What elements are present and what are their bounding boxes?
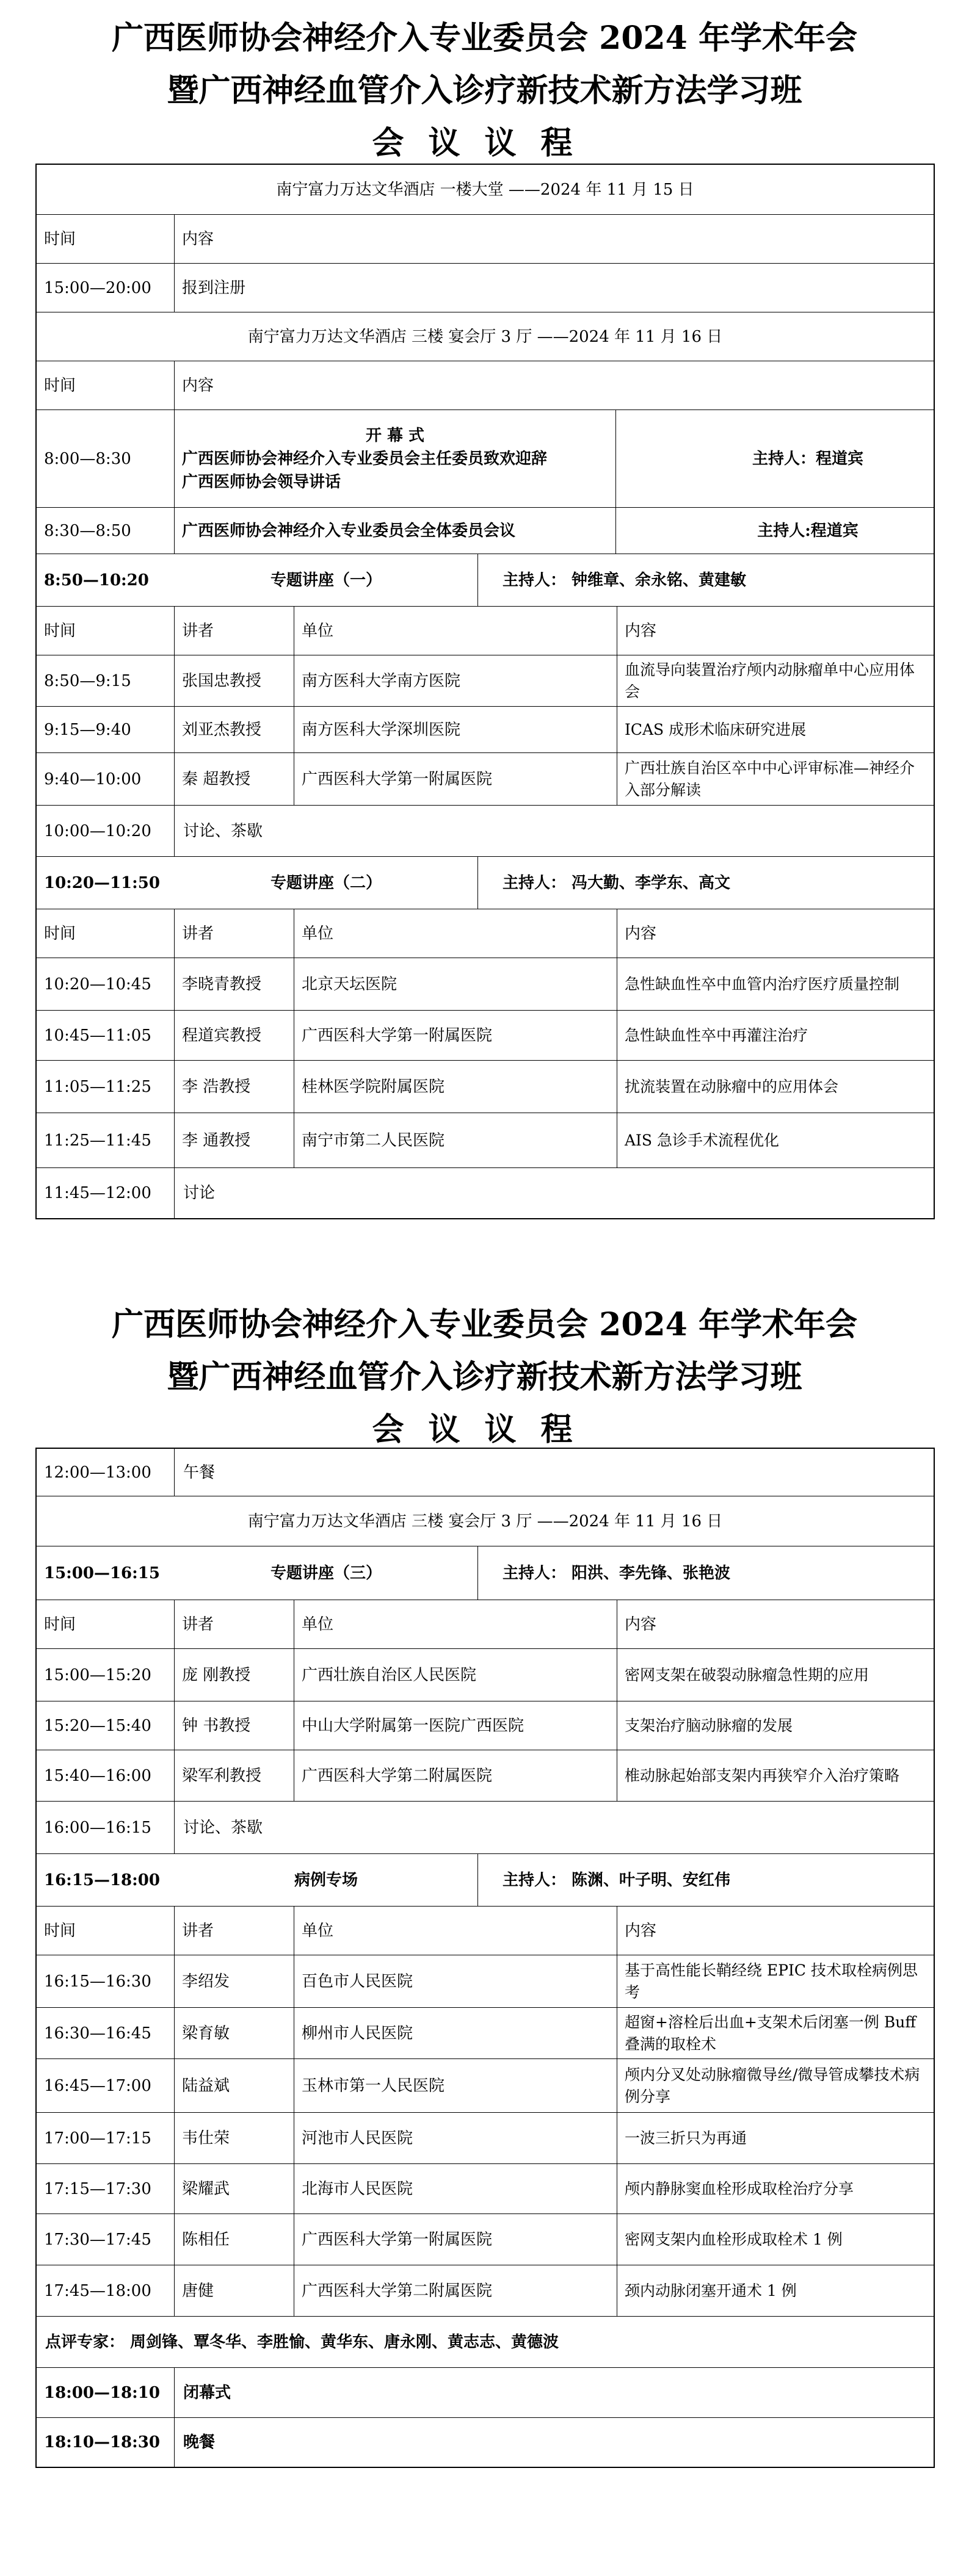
talk-unit: 广西医科大学第二附属医院 [294,1750,617,1801]
col-time: 时间 [37,215,175,263]
talk-row [37,2059,934,2113]
talk-topic: 急性缺血性卒中血管内治疗医疗质量控制 [625,975,900,993]
schedule-row [37,264,934,312]
opening-line-2: 广西医师协会领导讲话 [182,472,341,491]
title-line-3: 会议议程 [372,124,597,162]
dinner-text: 晚餐 [183,2433,216,2452]
talk-speaker: 刘亚杰教授 [175,707,294,752]
talk-topic: 广西壮族自治区卒中中心评审标准—神经介入部分解读 [625,759,915,799]
content-cell: 报到注册 [182,278,246,297]
talk-time: 17:00—17:15 [37,2113,175,2163]
session-title: 专题讲座（三） [175,1546,478,1600]
time-cell: 8:00—8:30 [37,410,175,507]
talk-speaker: 梁军利教授 [175,1750,294,1801]
talk-time: 9:40—10:00 [37,753,175,805]
talk-unit: 广西医科大学第一附属医院 [294,1011,617,1060]
session-title: 专题讲座（一） [175,554,478,606]
talk-time: 11:05—11:25 [37,1061,175,1113]
talk-unit: 南方医科大学深圳医院 [294,707,617,752]
talk-speaker: 陆益斌 [175,2059,294,2112]
venue-day2: 南宁富力万达文华酒店 三楼 宴会厅 3 厅 ——2024 年 11 月 16 日 [247,1512,723,1531]
talk-speaker: 庞 刚教授 [175,1649,294,1701]
talk-row [37,1113,934,1168]
talk-time: 17:15—17:30 [37,2164,175,2213]
talk-speaker: 张国忠教授 [175,655,294,706]
talk-unit: 广西壮族自治区人民医院 [294,1649,617,1701]
break-row [37,806,934,857]
talk-time: 10:20—10:45 [37,958,175,1010]
talk-speaker: 唐健 [175,2265,294,2316]
talk-speaker: 程道宾教授 [175,1011,294,1060]
talk-time: 16:45—17:00 [37,2059,175,2112]
talk-topic: 扰流装置在动脉瘤中的应用体会 [625,1077,839,1095]
talk-header-row [37,1907,934,1955]
session-time: 15:00—16:15 [44,1564,160,1582]
talk-time: 8:50—9:15 [37,655,175,706]
dinner-time: 18:10—18:30 [37,2418,175,2467]
talk-unit: 北京天坛医院 [294,958,617,1010]
col-time: 时间 [37,1907,175,1955]
col-time: 时间 [37,1600,175,1648]
schedule-table-2 [35,1448,935,2468]
talk-row [37,2214,934,2265]
talk-time: 15:40—16:00 [37,1750,175,1801]
disc-time: 11:45—12:00 [37,1168,175,1218]
session-time: 8:50—10:20 [44,571,149,590]
talk-time: 16:15—16:30 [37,1955,175,2007]
expert-panel: 点评专家： 周剑锋、覃冬华、李胜愉、黄华东、唐永刚、黄志志、黄德波 [45,2332,559,2351]
venue-row-day1 [37,165,934,215]
session-host: 主持人： 钟维章、余永铭、黄建敏 [503,571,747,590]
talk-unit: 柳州市人民医院 [294,2008,617,2058]
talk-time: 17:30—17:45 [37,2214,175,2265]
talk-row [37,1061,934,1113]
meeting-row [37,508,934,554]
talk-row [37,2008,934,2059]
talk-unit: 百色市人民医院 [294,1955,617,2007]
break-text: 讨论、茶歇 [183,1818,263,1837]
talk-row [37,1701,934,1750]
col-content: 内容 [625,1921,657,1940]
session-time: 10:20—11:50 [44,873,160,892]
talk-time: 11:25—11:45 [37,1113,175,1167]
venue-day1: 南宁富力万达文华酒店 一楼大堂 ——2024 年 11 月 15 日 [276,180,694,199]
time-cell: 8:30—8:50 [37,508,175,554]
talk-unit: 广西医科大学第二附属医院 [294,2265,617,2316]
talk-unit: 北海市人民医院 [294,2164,617,2213]
talk-header-row [37,1600,934,1649]
title-line-1: 广西医师协会神经介入专业委员会 2024 年学术年会 [112,1306,857,1343]
experts-row [37,2317,934,2368]
venue-row-day2 [37,1496,934,1546]
col-speaker: 讲者 [175,1907,294,1955]
title-line-2: 暨广西神经血管介入诊疗新技术新方法学习班 [167,1358,802,1396]
closing-time: 18:00—18:10 [37,2368,175,2417]
talk-unit: 广西医科大学第一附属医院 [294,753,617,805]
session-header-row [37,1546,934,1600]
talk-topic: 急性缺血性卒中再灌注治疗 [625,1026,808,1044]
talk-row [37,2265,934,2317]
venue-row-day2 [37,312,934,361]
col-content: 内容 [625,1615,657,1634]
col-unit: 单位 [294,1907,617,1955]
col-content: 内容 [625,621,657,640]
talk-topic: 血流导向装置治疗颅内动脉瘤单中心应用体会 [625,660,915,701]
session-header-row [37,1854,934,1907]
talk-topic: 椎动脉起始部支架内再狭窄介入治疗策略 [625,1766,900,1784]
session-header-row [37,554,934,607]
talk-time: 15:20—15:40 [37,1701,175,1750]
dinner-row [37,2418,934,2467]
talk-header-row [37,607,934,655]
col-content: 内容 [182,376,214,395]
opening-content [175,410,616,507]
talk-speaker: 李晓青教授 [175,958,294,1010]
disc-text: 讨论 [183,1184,216,1202]
time-cell: 15:00—20:00 [37,264,175,312]
col-unit: 单位 [294,909,617,958]
talk-time: 9:15—9:40 [37,707,175,752]
break-text: 讨论、茶歇 [183,821,263,840]
session-host: 主持人： 陈渊、叶子明、安红伟 [503,1871,731,1889]
talk-speaker: 钟 书教授 [175,1701,294,1750]
talk-time: 17:45—18:00 [37,2265,175,2316]
col-time: 时间 [37,361,175,409]
col-time: 时间 [37,607,175,655]
talk-time: 16:30—16:45 [37,2008,175,2058]
document-title [0,12,969,170]
talk-unit: 南宁市第二人民医院 [294,1113,617,1167]
session-title: 专题讲座（二） [175,857,478,909]
talk-topic: 颅内静脉窦血栓形成取栓治疗分享 [625,2179,854,2198]
page-1 [0,12,969,170]
talk-speaker: 陈相任 [175,2214,294,2265]
talk-row [37,2113,934,2164]
session-title: 病例专场 [175,1854,478,1906]
schedule-table-1 [35,164,935,1219]
talk-topic: AIS 急诊手术流程优化 [625,1131,780,1149]
talk-row [37,753,934,806]
talk-topic: 颅内分叉处动脉瘤微导丝/微导管成攀技术病例分享 [625,2065,920,2105]
page-2 [0,1299,969,1456]
col-speaker: 讲者 [175,607,294,655]
break-row [37,1802,934,1854]
talk-topic: 超窗+溶栓后出血+支架术后闭塞一例 Buff 叠满的取栓术 [625,2013,916,2053]
talk-speaker: 李绍发 [175,1955,294,2007]
document-title [0,1299,969,1456]
talk-header-row [37,909,934,958]
opening-line-1: 广西医师协会神经介入专业委员会主任委员致欢迎辞 [182,449,548,468]
talk-time: 15:00—15:20 [37,1649,175,1701]
talk-unit: 中山大学附属第一医院广西医院 [294,1701,617,1750]
lunch-time: 12:00—13:00 [37,1449,175,1496]
talk-unit: 河池市人民医院 [294,2113,617,2163]
talk-row [37,2164,934,2214]
meeting-text: 广西医师协会神经介入专业委员会全体委员会议 [175,508,616,554]
talk-row [37,655,934,707]
talk-speaker: 梁耀武 [175,2164,294,2213]
talk-topic: 密网支架在破裂动脉瘤急性期的应用 [625,1665,869,1684]
talk-speaker: 梁育敏 [175,2008,294,2058]
talk-speaker: 韦仕荣 [175,2113,294,2163]
col-content: 内容 [625,924,657,943]
talk-unit: 广西医科大学第一附属医院 [294,2214,617,2265]
talk-speaker: 李 浩教授 [175,1061,294,1113]
talk-unit: 玉林市第一人民医院 [294,2059,617,2112]
talk-topic: ICAS 成形术临床研究进展 [625,720,807,738]
session-time: 16:15—18:00 [44,1871,160,1889]
title-line-2: 暨广西神经血管介入诊疗新技术新方法学习班 [167,72,802,109]
opening-title: 开 幕 式 [365,426,425,445]
talk-row [37,1011,934,1061]
talk-unit: 南方医科大学南方医院 [294,655,617,706]
header-row [37,361,934,410]
talk-row [37,1955,934,2008]
closing-text: 闭幕式 [183,2383,231,2402]
col-content: 内容 [182,229,214,248]
talk-row [37,1750,934,1802]
header-row [37,215,934,264]
break-time: 10:00—10:20 [37,806,175,856]
title-line-1: 广西医师协会神经介入专业委员会 2024 年学术年会 [112,20,857,57]
talk-row [37,707,934,753]
session-header-row [37,857,934,909]
title-line-3: 会议议程 [372,1411,597,1448]
talk-speaker: 秦 超教授 [175,753,294,805]
closing-row [37,2368,934,2418]
col-speaker: 讲者 [175,909,294,958]
talk-row [37,958,934,1011]
col-speaker: 讲者 [175,1600,294,1648]
discussion-row [37,1168,934,1218]
talk-topic: 颈内动脉闭塞开通术 1 例 [625,2281,797,2300]
talk-topic: 基于高性能长鞘经绕 EPIC 技术取栓病例思考 [625,1961,918,2001]
venue-day2: 南宁富力万达文华酒店 三楼 宴会厅 3 厅 ——2024 年 11 月 16 日 [247,327,723,346]
session-host: 主持人： 冯大勤、李学东、高文 [503,873,731,892]
talk-topic: 支架治疗脑动脉瘤的发展 [625,1716,793,1734]
col-time: 时间 [37,909,175,958]
break-time: 16:00—16:15 [37,1802,175,1853]
lunch-text: 午餐 [183,1463,216,1482]
session-host: 主持人： 阳洪、李先锋、张艳波 [503,1564,731,1582]
col-unit: 单位 [294,607,617,655]
lunch-row [37,1449,934,1496]
talk-topic: 一波三折只为再通 [625,2129,747,2147]
talk-topic: 密网支架内血栓形成取栓术 1 例 [625,2230,843,2248]
col-unit: 单位 [294,1600,617,1648]
opening-row [37,410,934,508]
talk-speaker: 李 通教授 [175,1113,294,1167]
talk-row [37,1649,934,1701]
talk-unit: 桂林医学院附属医院 [294,1061,617,1113]
meeting-host: 主持人:程道宾 [757,521,858,540]
talk-time: 10:45—11:05 [37,1011,175,1060]
opening-host: 主持人：程道宾 [752,449,863,468]
